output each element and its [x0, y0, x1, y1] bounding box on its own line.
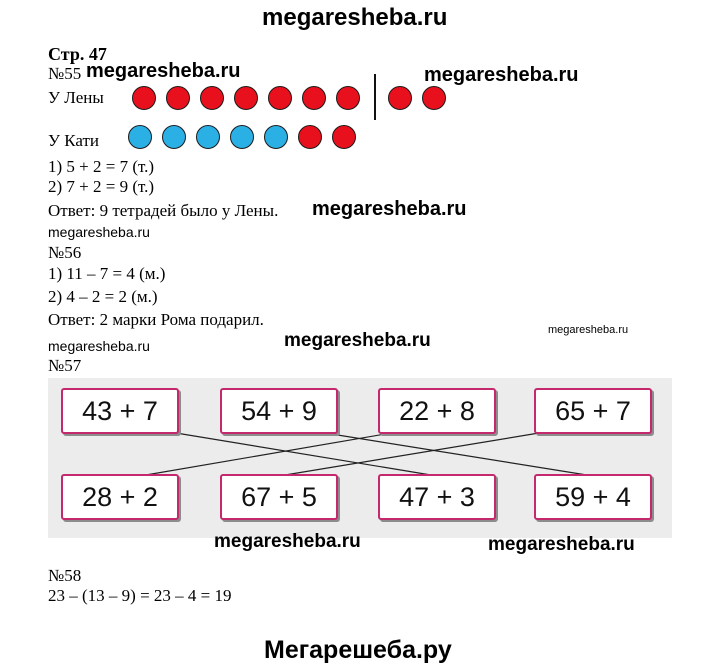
- watermark: megaresheba.ru: [424, 64, 579, 86]
- lena-dot: [268, 86, 292, 110]
- lena-divider: [374, 74, 376, 120]
- katya-label: У Кати: [48, 131, 100, 150]
- task58-line: 23 – (13 – 9) = 23 – 4 = 19: [48, 586, 232, 605]
- bottom-expression-box: 67 + 5: [220, 474, 338, 520]
- katya-dot: [230, 125, 254, 149]
- bottom-expression-box: 59 + 4: [534, 474, 652, 520]
- bottom-expression-box: 28 + 2: [61, 474, 179, 520]
- watermark: megaresheba.ru: [48, 224, 150, 240]
- watermark: megaresheba.ru: [548, 324, 629, 336]
- header-watermark: megaresheba.ru: [262, 4, 448, 31]
- footer-watermark: Мегарешеба.ру: [264, 636, 452, 664]
- task55-answer: Ответ: 9 тетрадей было у Лены.: [48, 201, 279, 220]
- task56-line-1: 1) 11 – 7 = 4 (м.): [48, 264, 166, 283]
- task56-number: №56: [48, 243, 82, 262]
- page-label: Стр. 47: [48, 44, 107, 64]
- task58-number: №58: [48, 566, 82, 585]
- watermark: megaresheba.ru: [284, 330, 431, 351]
- katya-dot: [162, 125, 186, 149]
- lena-dot: [200, 86, 224, 110]
- lena-dot: [166, 86, 190, 110]
- lena-label: У Лены: [48, 88, 104, 107]
- lena-dot: [422, 86, 446, 110]
- watermark: megaresheba.ru: [214, 531, 361, 552]
- katya-dot: [196, 125, 220, 149]
- lena-dot: [302, 86, 326, 110]
- task56-answer: Ответ: 2 марки Рома подарил.: [48, 310, 264, 329]
- task55-line-1: 1) 5 + 2 = 7 (т.): [48, 157, 155, 176]
- watermark: megaresheba.ru: [86, 60, 241, 82]
- katya-dot: [332, 125, 356, 149]
- top-expression-box: 43 + 7: [61, 388, 179, 434]
- lena-dot: [388, 86, 412, 110]
- lena-dot: [234, 86, 258, 110]
- lena-dot: [132, 86, 156, 110]
- top-expression-box: 54 + 9: [220, 388, 338, 434]
- katya-dot: [128, 125, 152, 149]
- top-expression-box: 65 + 7: [534, 388, 652, 434]
- top-expression-box: 22 + 8: [378, 388, 496, 434]
- task55-line-2: 2) 7 + 2 = 9 (т.): [48, 177, 155, 196]
- bottom-expression-box: 47 + 3: [378, 474, 496, 520]
- katya-dot: [264, 125, 288, 149]
- task56-line-2: 2) 4 – 2 = 2 (м.): [48, 287, 158, 306]
- watermark: megaresheba.ru: [312, 198, 467, 220]
- task57-number: №57: [48, 356, 82, 375]
- task55-number: №55: [48, 64, 82, 83]
- watermark: megaresheba.ru: [48, 338, 150, 354]
- katya-dot: [298, 125, 322, 149]
- watermark: megaresheba.ru: [488, 534, 635, 555]
- lena-dot: [336, 86, 360, 110]
